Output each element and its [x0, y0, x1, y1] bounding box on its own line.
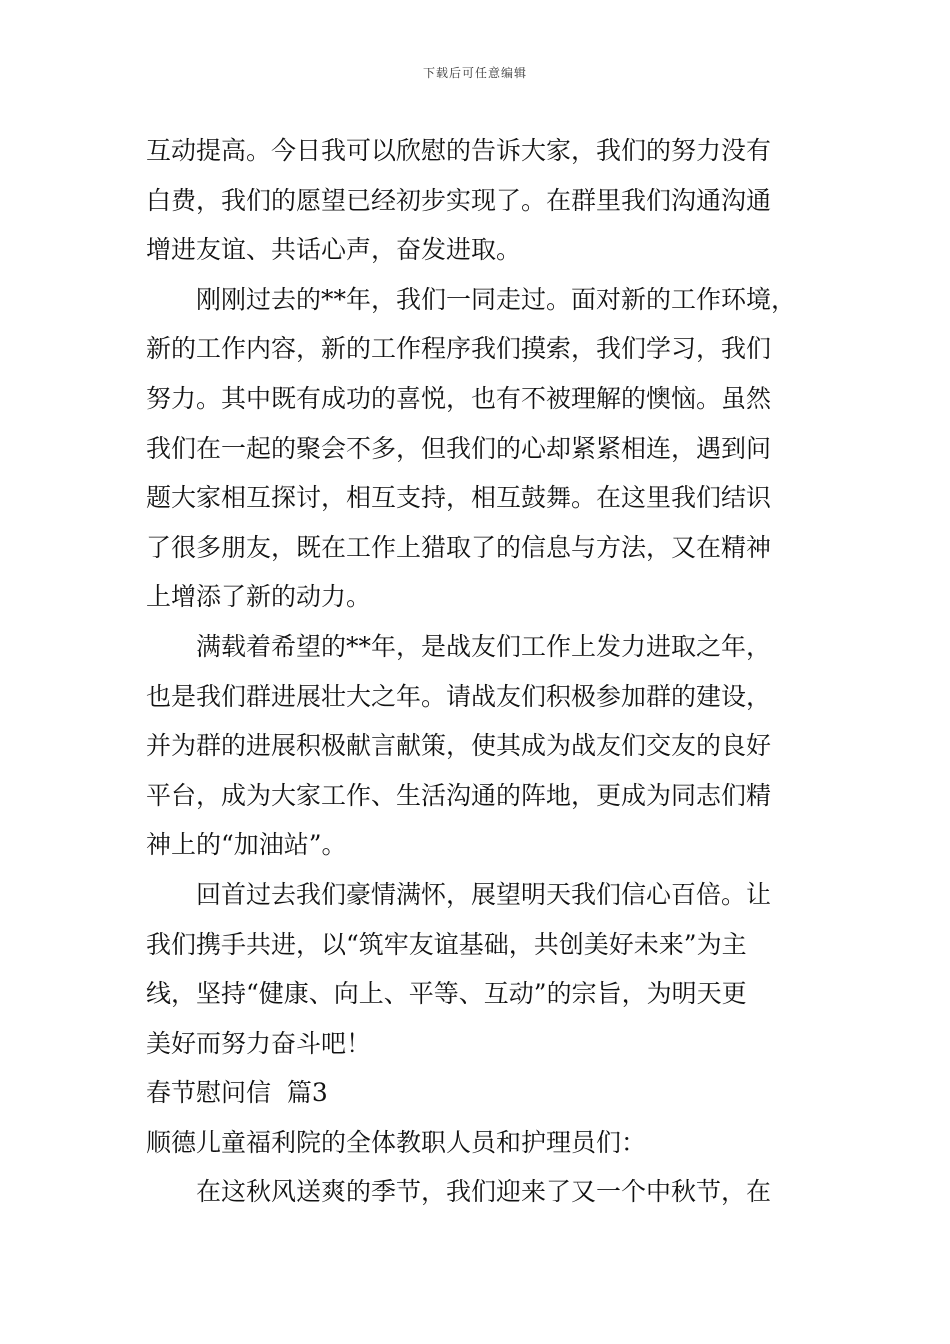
paragraph-5	[146, 1167, 826, 1217]
text-line: 顺德儿童福利院的全体教职人员和护理员们：	[146, 1127, 647, 1157]
text-line: 线，坚持“健康、向上、平等、互动”的宗旨，为明天更	[146, 979, 747, 1009]
text-line: 刚刚过去的**年，我们一同走过。面对新的工作环境，	[196, 284, 797, 314]
text-line: 满载着希望的**年，是战友们工作上发力进取之年，	[196, 631, 772, 661]
paragraph-1	[146, 126, 826, 275]
text-line: 新的工作内容，新的工作程序我们摸索，我们学习，我们	[146, 334, 772, 364]
text-line: 了很多朋友，既在工作上猎取了的信息与方法，又在精神	[146, 532, 772, 562]
text-line: 努力。其中既有成功的喜悦，也有不被理解的懊恼。虽然	[146, 383, 772, 413]
page-header-note: 下载后可任意编辑	[422, 66, 527, 80]
text-line: 我们携手共进，以“筑牢友谊基础，共创美好未来”为主	[146, 929, 747, 959]
text-line: 美好而努力奋斗吧！	[146, 1028, 372, 1058]
text-line: 并为群的进展积极献言献策，使其成为战友们交友的良好	[146, 731, 772, 761]
text-line: 增进友谊、共话心声，奋发进取。	[146, 235, 522, 265]
text-line: 白费，我们的愿望已经初步实现了。在群里我们沟通沟通	[146, 185, 772, 215]
salutation	[146, 1118, 826, 1168]
section-title	[146, 1068, 826, 1118]
paragraph-4	[146, 870, 826, 1068]
paragraph-3	[146, 622, 826, 870]
text-line: 题大家相互探讨，相互支持，相互鼓舞。在这里我们结识	[146, 483, 772, 513]
text-line: 也是我们群进展壮大之年。请战友们积极参加群的建设，	[146, 681, 772, 711]
text-line: 神上的“加油站”。	[146, 830, 347, 860]
text-line: 平台，成为大家工作、生活沟通的阵地，更成为同志们精	[146, 780, 772, 810]
paragraph-2	[146, 275, 826, 622]
text-line: 互动提高。今日我可以欣慰的告诉大家，我们的努力没有	[146, 136, 772, 165]
document-body	[146, 126, 826, 1217]
text-line: 回首过去我们豪情满怀，展望明天我们信心百倍。让	[196, 879, 772, 909]
text-line: 春节慰问信 篇3	[146, 1078, 328, 1108]
text-line: 我们在一起的聚会不多，但我们的心却紧紧相连，遇到问	[146, 433, 772, 463]
text-line: 在这秋风送爽的季节，我们迎来了又一个中秋节，在	[196, 1177, 772, 1207]
text-line: 上增添了新的动力。	[146, 582, 372, 612]
